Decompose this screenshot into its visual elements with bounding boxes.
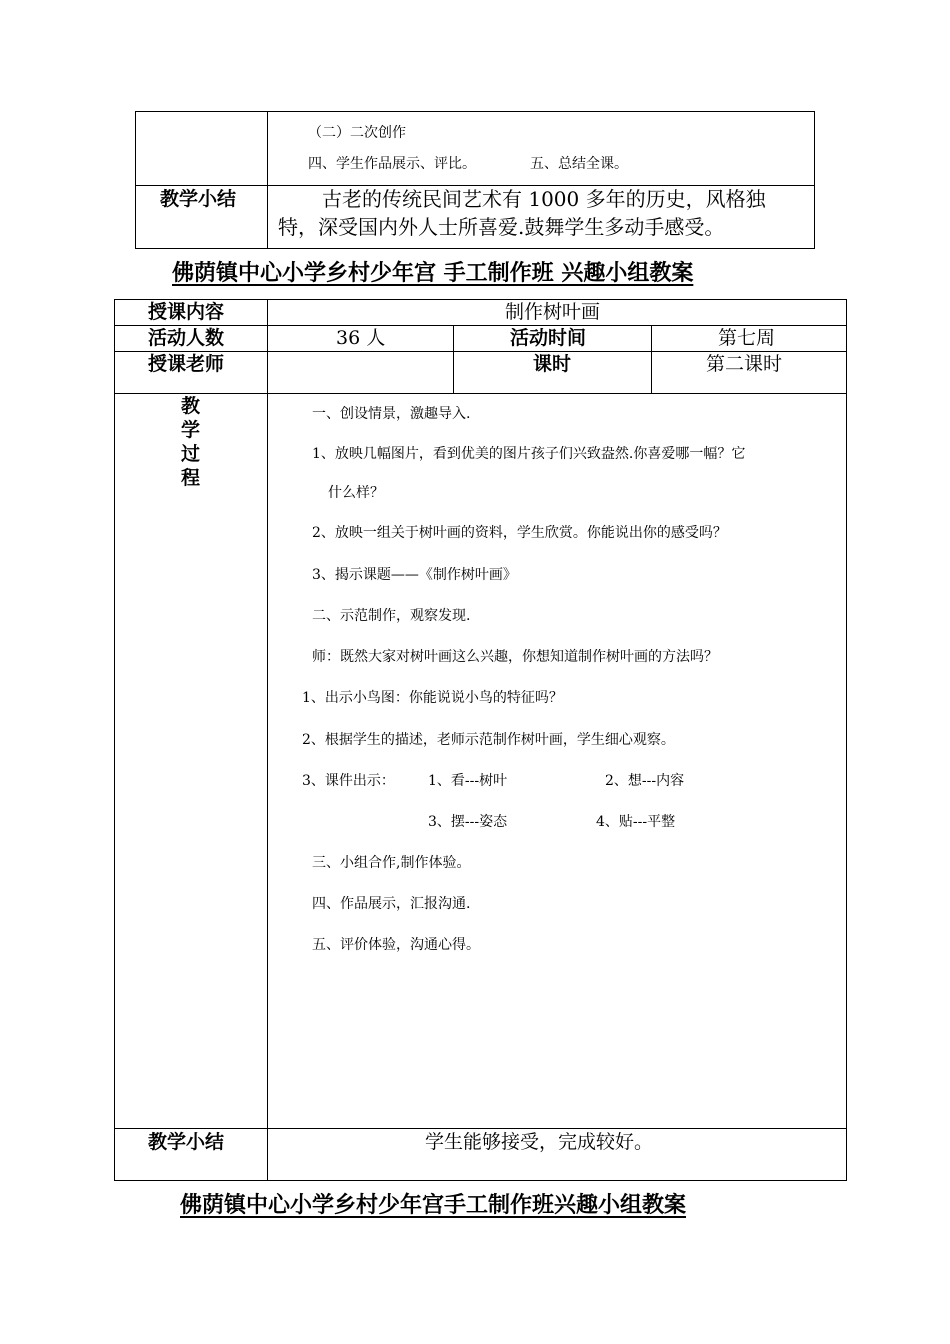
time-value: 第七周 (718, 327, 776, 349)
process-line: 4、贴---平整 (596, 814, 676, 830)
process-line: 2、根据学生的描述，老师示范制作树叶画，学生细心观察。 (302, 732, 675, 748)
summary-label-1: 教学小结 (160, 188, 237, 210)
summary-label-2: 教学小结 (148, 1131, 225, 1153)
content-value: 制作树叶画 (505, 301, 601, 323)
period-value: 第二课时 (706, 353, 783, 375)
process-line: 三、小组合作,制作体验。 (312, 855, 471, 871)
process-line: 2、放映一组关于树叶画的资料，学生欣赏。你能说出你的感受吗？ (312, 525, 727, 541)
step-2-2-text: （二）二次创作 (308, 125, 406, 141)
process-line: 1、看---树叶 (428, 773, 508, 789)
process-label-char-4: 程 (181, 467, 201, 489)
step-4-text: 四、学生作品展示、评比。 (308, 156, 476, 172)
people-label: 活动人数 (148, 327, 225, 349)
lesson-plan-title-1: 佛荫镇中心小学乡村少年宫 手工制作班 兴趣小组教案 (172, 261, 694, 286)
process-line: 什么样？ (328, 485, 384, 501)
process-label-char-3: 过 (181, 443, 201, 465)
process-line: 3、摆---姿态 (428, 814, 508, 830)
lesson-plan-title-2: 佛荫镇中心小学乡村少年宫手工制作班兴趣小组教案 (180, 1193, 687, 1218)
process-line: 四、作品展示，汇报沟通. (312, 896, 471, 912)
people-value: 36 人 (336, 327, 386, 349)
step-5-text: 五、总结全课。 (530, 156, 628, 172)
process-line: 1、出示小鸟图：你能说说小鸟的特征吗？ (302, 690, 563, 706)
process-line: 二、示范制作，观察发现. (312, 608, 471, 624)
process-label-char-1: 教 (181, 395, 201, 417)
process-label-char-2: 学 (181, 419, 201, 441)
time-label: 活动时间 (510, 327, 587, 349)
summary-text-line-1: 古老的传统民间艺术有 1000 多年的历史，风格独 (322, 187, 766, 211)
process-line: 1、放映几幅图片，看到优美的图片孩子们兴致盎然.你喜爱哪一幅？它 (312, 446, 746, 462)
process-line: 3、课件出示： (302, 773, 395, 789)
process-line: 五、评价体验，沟通心得。 (312, 937, 480, 953)
summary-text-line-2: 特，深受国内外人士所喜爱.鼓舞学生多动手感受。 (278, 215, 725, 239)
period-label: 课时 (533, 353, 572, 375)
process-line: 师：既然大家对树叶画这么兴趣，你想知道制作树叶画的方法吗？ (312, 649, 718, 665)
process-line: 2、想---内容 (605, 773, 685, 789)
content-label: 授课内容 (148, 301, 225, 323)
summary-value-2: 学生能够接受，完成较好。 (425, 1131, 654, 1153)
process-line: 3、揭示课题——《制作树叶画》 (312, 567, 517, 583)
process-line: 一、创设情景，激趣导入. (312, 406, 471, 422)
teacher-label: 授课老师 (148, 353, 225, 375)
